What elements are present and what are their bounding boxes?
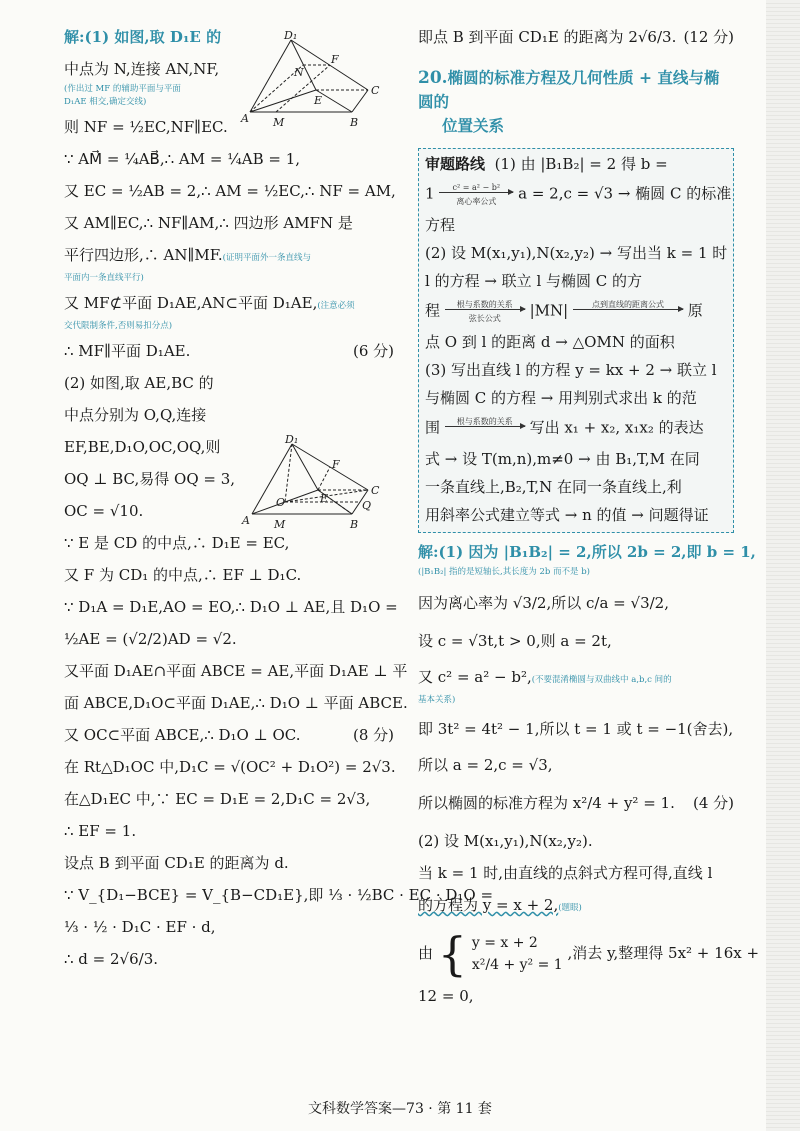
text-line: 与椭圆 C 的方程 → 用判别式求出 k 的范	[425, 389, 697, 407]
text-line: 当 k = 1 时,由直线的点斜式方程可得,直线 l	[418, 864, 713, 882]
arrow-label: 离心率公式	[456, 197, 497, 206]
text-line	[425, 183, 732, 206]
edge-line	[250, 90, 316, 112]
arrow-label: 点到直线的距离公式	[591, 300, 664, 309]
point-label: E	[320, 492, 329, 505]
point-label: O	[276, 496, 286, 509]
text-line: 点 O 到 l 的距离 d → △OMN 的面积	[425, 333, 675, 351]
page-footer: 文科数学答案—73 · 第 11 套	[308, 1101, 492, 1117]
text-line: 用斜率公式建立等式 → n 的值 → 问题得证	[425, 506, 709, 524]
arrow-icon	[573, 309, 683, 314]
solution-label: 解:(1) 因为 |B₁B₂| = 2,所以 2b = 2,即 b = 1,	[418, 543, 756, 561]
point-label: B	[350, 518, 359, 531]
annotation: (题眼)	[558, 903, 582, 913]
arrow-label: 根与系数的关系	[456, 300, 513, 309]
text-line	[425, 417, 727, 440]
text-line: ⅓ · ½ · D₁C · EF · d,	[64, 918, 216, 936]
text-line: (2) 设 M(x₁,y₁),N(x₂,y₂).	[418, 832, 593, 850]
text-line	[418, 28, 734, 46]
text-line	[418, 896, 734, 917]
text-line	[64, 294, 394, 315]
dashed-line	[318, 467, 330, 490]
point-label: M	[274, 518, 286, 531]
text-line: 又 F 为 CD₁ 的中点,∴ EF ⊥ D₁C.	[64, 566, 302, 584]
text-span: 原	[687, 301, 703, 320]
text-line: 式 → 设 T(m,n),m≠0 → 由 B₁,T,M 在同	[425, 450, 700, 468]
text-line	[425, 300, 727, 323]
page-edge	[766, 0, 800, 1131]
text-line	[64, 342, 394, 360]
text-span: 1	[425, 184, 435, 203]
text-line	[418, 794, 734, 812]
text-line: (2) 设 M(x₁,y₁),N(x₂,y₂) → 写出当 k = 1 时	[425, 244, 728, 262]
text-line: ∵ V_{D₁−BCE} = V_{B−CD₁E},即 ⅓ · ½BC · EC · D₁O =	[64, 886, 494, 904]
point-label: E	[314, 94, 323, 107]
text-span: 围	[425, 418, 441, 437]
text-line: 所以 a = 2,c = √3,	[418, 756, 553, 774]
text-span: a = 2,c = √3 → 椭圆 C 的标准	[518, 184, 732, 203]
point-label: D₁	[284, 30, 298, 42]
text-line	[418, 927, 760, 981]
text-line: ∴ d = 2√6/3.	[64, 950, 159, 968]
text-span: |MN|	[529, 301, 569, 320]
point-label: Q	[362, 499, 372, 512]
annotation: (注意必须	[317, 301, 355, 311]
text-line: 中点为 N,连接 AN,NF,	[64, 60, 220, 78]
text-line: EF,BE,D₁O,OC,OQ,则	[64, 438, 221, 456]
text-line: 又 EC = ½AB = 2,∴ AM = ½EC,∴ NF = AM,	[64, 182, 396, 200]
brace-icon: {	[437, 927, 468, 981]
annotation: (证明平面外一条直线与	[222, 253, 311, 263]
text-span: ∴ MF∥平面 D₁AE.	[64, 342, 191, 360]
text-line	[418, 543, 756, 561]
box-title: 审题路线	[425, 155, 486, 173]
text-line: 又平面 D₁AE∩平面 ABCE = AE,平面 D₁AE ⊥ 平	[64, 662, 408, 680]
arrow-label: 根与系数的关系	[456, 417, 513, 426]
text-line: 设点 B 到平面 CD₁E 的距离为 d.	[64, 854, 289, 872]
text-line: (3) 写出直线 l 的方程 y = kx + 2 → 联立 l	[425, 361, 717, 379]
text-span: (1) 由 |B₁B₂| = 2 得 b =	[494, 155, 668, 173]
score-label: (6 分)	[352, 342, 394, 360]
point-label: A	[242, 514, 250, 527]
edge-line	[352, 90, 368, 112]
analysis-box	[418, 148, 734, 533]
labeled-arrow	[445, 417, 525, 440]
point-label: C	[371, 484, 380, 497]
point-label: C	[371, 84, 380, 97]
question-number: 20.	[418, 68, 448, 88]
text-line: 设 c = √3t,t > 0,则 a = 2t,	[418, 632, 612, 650]
text-line: ∵ AM⃗ = ¼AB⃗,∴ AM = ¼AB = 1,	[64, 150, 301, 168]
annotation: 交代限制条件,否则易扣分点)	[64, 321, 173, 331]
text-line: 在 Rt△D₁OC 中,D₁C = √(OC² + D₁O²) = 2√3.	[64, 758, 396, 776]
text-line: 一条直线上,B₂,T,N 在同一条直线上,利	[425, 478, 682, 496]
text-line: l 的方程 → 联立 l 与椭圆 C 的方	[425, 272, 643, 290]
text-line: ∵ E 是 CD 的中点,∴ D₁E = EC,	[64, 534, 290, 552]
equation: x²/4 + y² = 1	[471, 957, 563, 973]
text-line	[418, 668, 734, 689]
text-line: ∵ D₁A = D₁E,AO = EO,∴ D₁O ⊥ AE,且 D₁O =	[64, 598, 398, 616]
point-label: N	[294, 66, 304, 79]
text-line: 在△D₁EC 中,∵ EC = D₁E = 2,D₁C = 2√3,	[64, 790, 371, 808]
text-span: 的方程为 y = x + 2,	[418, 896, 559, 914]
annotation: (作出过 MF 的辅助平面与平面	[64, 84, 181, 94]
text-line: ½AE = (√2/2)AD = √2.	[64, 630, 237, 648]
text-line: ∴ EF = 1.	[64, 822, 137, 840]
score-label: (8 分)	[352, 726, 394, 744]
heading-text: 椭圆的标准方程及几何性质 + 直线与椭圆的	[418, 68, 720, 111]
edge-line	[250, 40, 291, 112]
text-line: 方程	[425, 216, 456, 234]
annotation: (不要混淆椭圆与双曲线中 a,b,c 间的	[531, 675, 672, 685]
point-label: M	[273, 116, 285, 129]
dashed-line	[285, 444, 292, 502]
annotation: 基本关系)	[418, 695, 456, 705]
text-line	[425, 155, 727, 173]
edge-line	[292, 444, 318, 490]
point-label: D₁	[285, 434, 299, 446]
geometry-figure-2	[240, 434, 390, 538]
score-label: (4 分)	[692, 794, 734, 812]
text-line	[64, 246, 394, 267]
text-line: 面 ABCE,D₁O⊂平面 D₁AE,∴ D₁O ⊥ 平面 ABCE.	[64, 694, 408, 712]
arrow-icon	[445, 309, 525, 314]
text-line: OQ ⊥ BC,易得 OQ = 3,	[64, 470, 236, 488]
equation: y = x + 2	[471, 935, 538, 951]
labeled-arrow	[439, 183, 513, 206]
score-label: (12 分)	[683, 28, 734, 46]
text-line: (2) 如图,取 AE,BC 的	[64, 374, 214, 392]
text-line: OC = √10.	[64, 502, 144, 520]
arrow-icon	[439, 192, 513, 197]
labeled-arrow	[573, 300, 683, 323]
annotation: (|B₁B₂| 指的是短轴长,其长度为 2b 而不是 b)	[418, 567, 590, 577]
text-span: 又 c² = a² − b²,	[418, 668, 532, 686]
point-label: A	[241, 112, 249, 125]
text-span: 平行四边形,∴ AN∥MF.	[64, 246, 223, 264]
right-column	[418, 28, 760, 1019]
annotation: D₁AE 相交,确定交线)	[64, 97, 147, 107]
text-span: 程	[425, 301, 441, 320]
equation-system	[472, 932, 563, 976]
heading-text: 位置关系	[442, 116, 505, 135]
edge-line	[252, 444, 292, 514]
arrow-label: c² = a² − b²	[452, 183, 501, 192]
text-span: 又 OC⊂平面 ABCE,∴ D₁O ⊥ OC.	[64, 726, 301, 744]
arrow-icon	[445, 426, 525, 431]
question-heading	[418, 66, 734, 138]
text-line: 即 3t² = 4t² − 1,所以 t = 1 或 t = −1(舍去),	[418, 720, 734, 738]
point-label: F	[332, 458, 340, 471]
geometry-figure-1	[240, 30, 390, 134]
text-span: 即点 B 到平面 CD₁E 的距离为 2√6/3.	[418, 28, 677, 46]
solution-label: 解:(1) 如图,取 D₁E 的	[64, 28, 222, 46]
arrow-label: 弦长公式	[468, 314, 501, 323]
text-line: 则 NF = ½EC,NF∥EC.	[64, 118, 228, 136]
text-span: ,消去 y,整理得 5x² + 16x +	[567, 944, 760, 962]
text-line: 12 = 0,	[418, 987, 474, 1005]
text-span: 又 MF⊄平面 D₁AE,AN⊂平面 D₁AE,	[64, 294, 318, 312]
annotation: 平面内一条直线平行)	[64, 273, 144, 283]
point-label: B	[350, 116, 359, 129]
text-line: 因为离心率为 √3/2,所以 c/a = √3/2,	[418, 594, 669, 612]
text-span: 写出 x₁ + x₂, x₁x₂ 的表达	[529, 418, 704, 437]
text-line	[64, 726, 394, 744]
text-line: 又 AM∥EC,∴ NF∥AM,∴ 四边形 AMFN 是	[64, 214, 353, 232]
text-span: 由	[418, 944, 434, 962]
labeled-arrow	[445, 300, 525, 323]
text-line: 中点分别为 O,Q,连接	[64, 406, 207, 424]
point-label: F	[331, 53, 339, 66]
text-span: 所以椭圆的标准方程为 x²/4 + y² = 1.	[418, 794, 675, 812]
